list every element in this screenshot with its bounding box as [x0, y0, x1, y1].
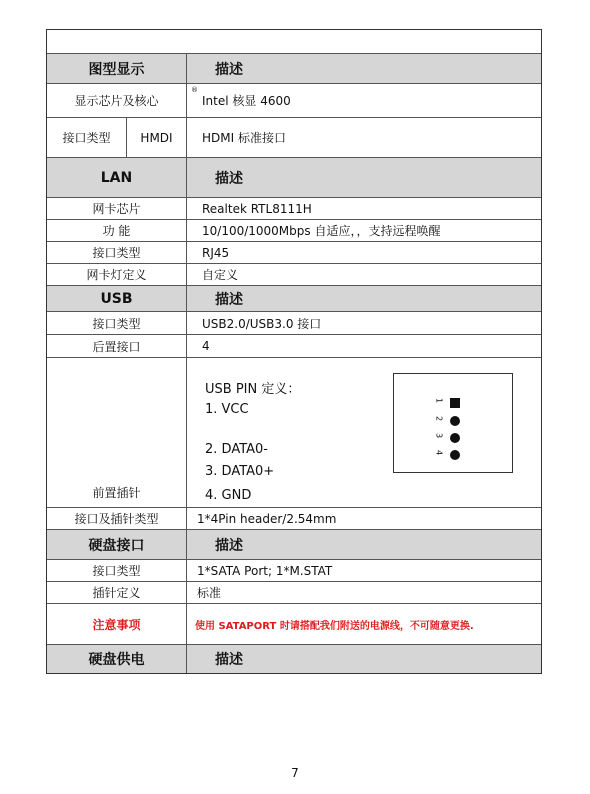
hdd-iface-row — [47, 560, 541, 582]
lan-header-row — [47, 158, 541, 198]
lan-header-label: LAN — [47, 158, 187, 197]
lan-iface-label: 接口类型 — [47, 242, 187, 263]
usb-rear-row — [47, 335, 541, 358]
hdd-iface-value: 1*SATA Port; 1*M.STAT — [197, 563, 333, 578]
lan-header-desc: 描述 — [215, 170, 243, 187]
usb-pin-diagram — [393, 373, 513, 473]
pin-2-dot-icon — [450, 416, 460, 426]
display-header-label: 图型显示 — [47, 54, 187, 83]
hdd-header-label: 硬盘接口 — [47, 530, 187, 559]
pin-3 — [434, 431, 474, 445]
usb-pin-3: 3. DATA0+ — [205, 464, 275, 479]
display-iface-row — [47, 118, 541, 158]
lan-chip-value: Realtek RTL8111H — [202, 201, 312, 216]
usb-header-label: USB — [47, 286, 187, 311]
usb-front-label: 前置插针 — [47, 358, 187, 507]
usb-header-desc: 描述 — [215, 291, 243, 308]
lan-chip-row — [47, 198, 541, 220]
spec-table — [46, 29, 542, 674]
pin-2 — [434, 414, 474, 428]
hdd-pin-label: 插针定义 — [47, 582, 187, 603]
power-header-row — [47, 645, 541, 673]
pin-4-number: 4 — [434, 449, 444, 456]
power-header-desc: 描述 — [215, 652, 243, 668]
usb-pin-2: 2. DATA0- — [205, 442, 268, 457]
hdd-note-label: 注意事项 — [47, 604, 187, 644]
hdd-iface-label: 接口类型 — [47, 560, 187, 581]
display-header-desc: 描述 — [215, 61, 243, 78]
lan-led-label: 网卡灯定义 — [47, 264, 187, 285]
display-chip-label: 显示芯片及核心 — [47, 84, 187, 117]
lan-led-row — [47, 264, 541, 286]
usb-rear-value: 4 — [202, 339, 210, 353]
pin-3-dot-icon — [450, 433, 460, 443]
usb-iface-row — [47, 312, 541, 335]
lan-led-value: 自定义 — [202, 268, 239, 282]
lan-func-row — [47, 220, 541, 242]
hdd-header-desc: 描述 — [215, 537, 243, 554]
power-header-label: 硬盘供电 — [47, 645, 187, 673]
pin-1-number: 1 — [434, 397, 444, 404]
table-top-blank-row — [47, 30, 541, 54]
hdd-header-row — [47, 530, 541, 560]
pin-4 — [434, 448, 474, 462]
pin-2-number: 2 — [434, 415, 444, 422]
usb-header-row — [47, 286, 541, 312]
display-iface-type: HMDI — [127, 118, 187, 157]
hdd-pin-value: 标准 — [197, 586, 222, 600]
display-iface-value: HDMI 标准接口 — [202, 131, 286, 145]
hdd-note-value: 使用 SATAPORT 时请搭配我们附送的电源线，不可随意更换. — [195, 620, 474, 632]
usb-pin-type-row — [47, 508, 541, 530]
usb-pin-1: 1. VCC — [205, 402, 249, 417]
usb-iface-value: USB2.0/USB3.0 接口 — [202, 316, 322, 331]
display-chip-row — [47, 84, 541, 118]
page-number: 7 — [291, 766, 299, 780]
lan-chip-label: 网卡芯片 — [47, 198, 187, 219]
pin-3-number: 3 — [434, 432, 444, 439]
display-header-row — [47, 54, 541, 84]
hdd-note-row — [47, 604, 541, 645]
lan-iface-row — [47, 242, 541, 264]
usb-pin-title: USB PIN 定义： — [205, 382, 301, 397]
pin-1 — [434, 396, 474, 410]
lan-func-value: 10/100/1000Mbps 自适应，，支持远程唤醒 — [202, 224, 441, 238]
usb-pin-type-label: 接口及插针类型 — [47, 508, 187, 529]
display-iface-label: 接口类型 — [47, 118, 127, 157]
lan-iface-value: RJ45 — [202, 245, 230, 260]
usb-pin-4: 4. GND — [205, 488, 252, 503]
lan-func-label: 功 能 — [47, 220, 187, 241]
pin-4-dot-icon — [450, 450, 460, 460]
usb-iface-label: 接口类型 — [47, 312, 187, 334]
display-chip-value: Intel 核显 4600 — [202, 94, 291, 108]
hdd-pin-row — [47, 582, 541, 604]
pin-1-square-icon — [450, 398, 460, 408]
registered-mark: ® — [191, 86, 198, 94]
usb-rear-label: 后置接口 — [47, 335, 187, 357]
usb-front-row — [47, 358, 541, 508]
usb-pin-type-value: 1*4Pin header/2.54mm — [197, 511, 337, 526]
